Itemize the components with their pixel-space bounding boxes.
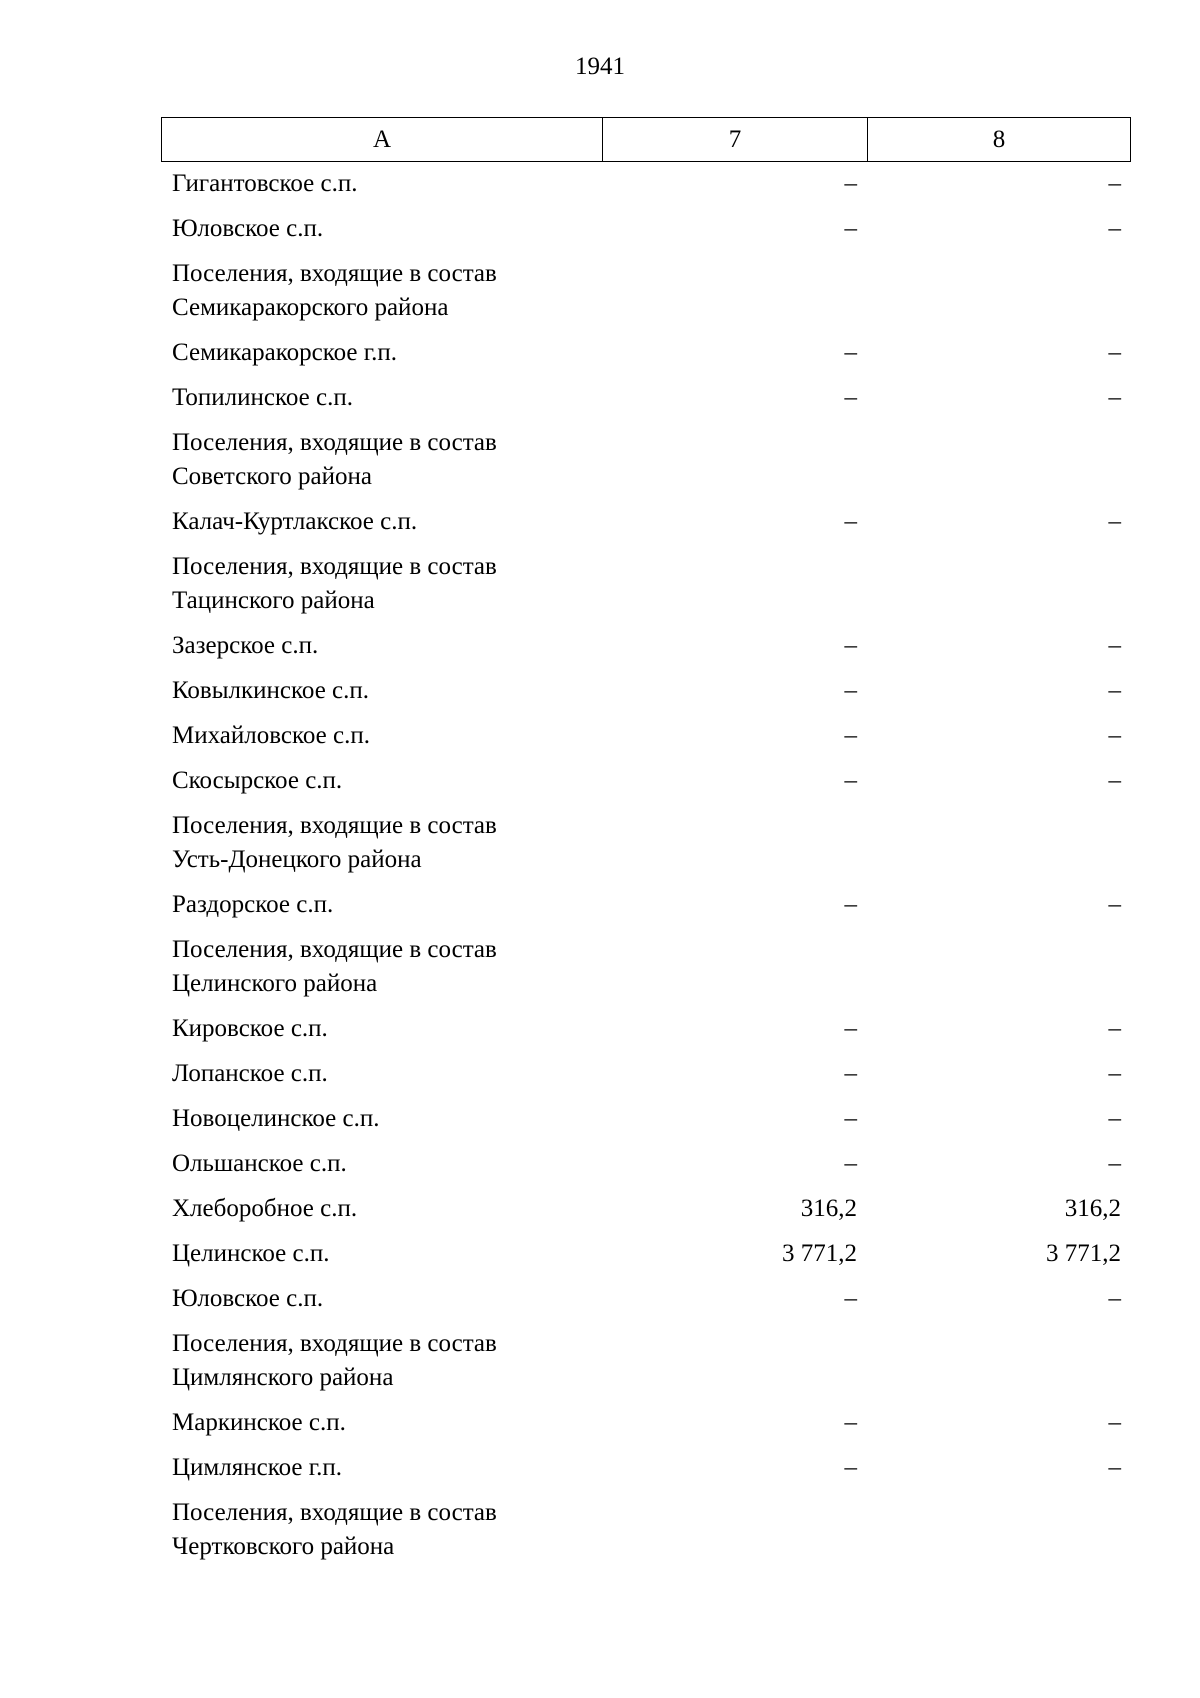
value-col-8: – — [1108, 1060, 1121, 1087]
group-title-line2: Семикаракорского района — [172, 294, 449, 321]
group-title — [161, 933, 602, 1001]
value-col-7: – — [844, 767, 857, 794]
table-body — [161, 164, 1131, 1572]
value-col-7: 316,2 — [800, 1195, 857, 1222]
value-col-7 — [602, 1496, 867, 1564]
settlement-name: Лопанское с.п. — [172, 1060, 328, 1087]
value-col-8: – — [1108, 891, 1121, 918]
group-title — [161, 257, 602, 325]
table-row — [161, 1234, 1131, 1279]
settlement-name: Кировское с.п. — [172, 1015, 328, 1042]
value-col-7: 3 771,2 — [782, 1240, 857, 1267]
group-title-line2: Усть-Донецкого района — [172, 846, 422, 873]
group-title — [161, 426, 602, 494]
value-col-8: – — [1108, 384, 1121, 411]
group-title — [161, 1327, 602, 1395]
settlement-name: Зазерское с.п. — [172, 632, 319, 659]
value-col-8: – — [1108, 722, 1121, 749]
group-title-line2: Цимлянского района — [172, 1364, 394, 1391]
group-title-line1: Поселения, входящие в состав — [172, 553, 497, 580]
table-row — [161, 1448, 1131, 1493]
value-col-7: – — [844, 508, 857, 535]
group-title-line1: Поселения, входящие в состав — [172, 936, 497, 963]
header-col-a: А — [162, 118, 603, 161]
settlement-name: Юловское с.п. — [172, 215, 324, 242]
value-col-8: – — [1108, 339, 1121, 366]
settlement-name: Скосырское с.п. — [172, 767, 343, 794]
table-row — [161, 1279, 1131, 1324]
value-col-7: – — [844, 215, 857, 242]
value-col-7 — [602, 550, 867, 618]
value-col-7: – — [844, 632, 857, 659]
value-col-8: – — [1108, 677, 1121, 704]
settlement-name: Гигантовское с.п. — [172, 170, 358, 197]
value-col-7: – — [844, 891, 857, 918]
settlement-name: Маркинское с.п. — [172, 1409, 346, 1436]
value-col-7 — [602, 809, 867, 877]
settlement-name: Юловское с.п. — [172, 1285, 324, 1312]
group-title-line2: Тацинского района — [172, 587, 375, 614]
table-row — [161, 761, 1131, 806]
table-row — [161, 1189, 1131, 1234]
settlement-name: Топилинское с.п. — [172, 384, 353, 411]
table-row — [161, 164, 1131, 209]
header-col-7: 7 — [603, 118, 868, 161]
group-title — [161, 550, 602, 618]
table-group-row — [161, 423, 1131, 502]
table-group-row — [161, 547, 1131, 626]
value-col-7 — [602, 933, 867, 1001]
table-group-row — [161, 1324, 1131, 1403]
table-group-row — [161, 1493, 1131, 1572]
value-col-7: – — [844, 384, 857, 411]
value-col-8: – — [1108, 767, 1121, 794]
value-col-8 — [867, 933, 1131, 1001]
value-col-7: – — [844, 1105, 857, 1132]
settlement-name: Целинское с.п. — [172, 1240, 330, 1267]
group-title-line1: Поселения, входящие в состав — [172, 1330, 497, 1357]
group-title-line2: Советского района — [172, 463, 372, 490]
value-col-8: – — [1108, 1105, 1121, 1132]
value-col-8 — [867, 550, 1131, 618]
table-group-row — [161, 806, 1131, 885]
table-row — [161, 378, 1131, 423]
page-number: 1941 — [575, 53, 625, 80]
table-row — [161, 209, 1131, 254]
value-col-8: – — [1108, 1409, 1121, 1436]
settlement-name: Ковылкинское с.п. — [172, 677, 370, 704]
settlement-name: Семикаракорское г.п. — [172, 339, 398, 366]
group-title-line2: Целинского района — [172, 970, 378, 997]
settlement-name: Раздорское с.п. — [172, 891, 334, 918]
value-col-8: – — [1108, 170, 1121, 197]
settlement-name: Ольшанское с.п. — [172, 1150, 347, 1177]
header-col-8: 8 — [992, 125, 1006, 153]
table-row — [161, 1099, 1131, 1144]
group-title-line1: Поселения, входящие в состав — [172, 1499, 497, 1526]
settlement-name: Цимлянское г.п. — [172, 1454, 343, 1481]
table-row — [161, 1054, 1131, 1099]
value-col-7: – — [844, 170, 857, 197]
value-col-8 — [867, 257, 1131, 325]
group-title-line1: Поселения, входящие в состав — [172, 260, 497, 287]
value-col-8: – — [1108, 1015, 1121, 1042]
value-col-7: – — [844, 1150, 857, 1177]
group-title-line1: Поселения, входящие в состав — [172, 429, 497, 456]
table-row — [161, 1144, 1131, 1189]
value-col-7 — [602, 426, 867, 494]
value-col-8: – — [1108, 508, 1121, 535]
settlement-name: Михайловское с.п. — [172, 722, 370, 749]
table-group-row — [161, 930, 1131, 1009]
value-col-7: – — [844, 722, 857, 749]
value-col-8: – — [1108, 1150, 1121, 1177]
table-header — [161, 117, 1131, 162]
table-row — [161, 626, 1131, 671]
value-col-7: – — [844, 1015, 857, 1042]
value-col-8 — [867, 1327, 1131, 1395]
table-row — [161, 885, 1131, 930]
value-col-8: – — [1108, 215, 1121, 242]
value-col-8 — [867, 809, 1131, 877]
value-col-7 — [602, 1327, 867, 1395]
value-col-7: – — [844, 1285, 857, 1312]
group-title-line1: Поселения, входящие в состав — [172, 812, 497, 839]
value-col-8: – — [1108, 1454, 1121, 1481]
table-row — [161, 502, 1131, 547]
table-row — [161, 1403, 1131, 1448]
value-col-7: – — [844, 1060, 857, 1087]
group-title — [161, 1496, 602, 1564]
value-col-7 — [602, 257, 867, 325]
table-row — [161, 716, 1131, 761]
settlement-name: Новоцелинское с.п. — [172, 1105, 380, 1132]
value-col-7: – — [844, 1454, 857, 1481]
table-group-row — [161, 254, 1131, 333]
value-col-8: 3 771,2 — [1046, 1240, 1121, 1267]
value-col-7: – — [844, 339, 857, 366]
value-col-8 — [867, 426, 1131, 494]
group-title — [161, 809, 602, 877]
table-row — [161, 1009, 1131, 1054]
value-col-7: – — [844, 1409, 857, 1436]
value-col-8: – — [1108, 1285, 1121, 1312]
value-col-8: – — [1108, 632, 1121, 659]
value-col-7: – — [844, 677, 857, 704]
value-col-8: 316,2 — [1064, 1195, 1121, 1222]
value-col-8 — [867, 1496, 1131, 1564]
table-row — [161, 333, 1131, 378]
table-row — [161, 671, 1131, 716]
settlement-name: Калач-Куртлакское с.п. — [172, 508, 418, 535]
settlement-name: Хлеборобное с.п. — [172, 1195, 358, 1222]
group-title-line2: Чертковского района — [172, 1533, 395, 1560]
